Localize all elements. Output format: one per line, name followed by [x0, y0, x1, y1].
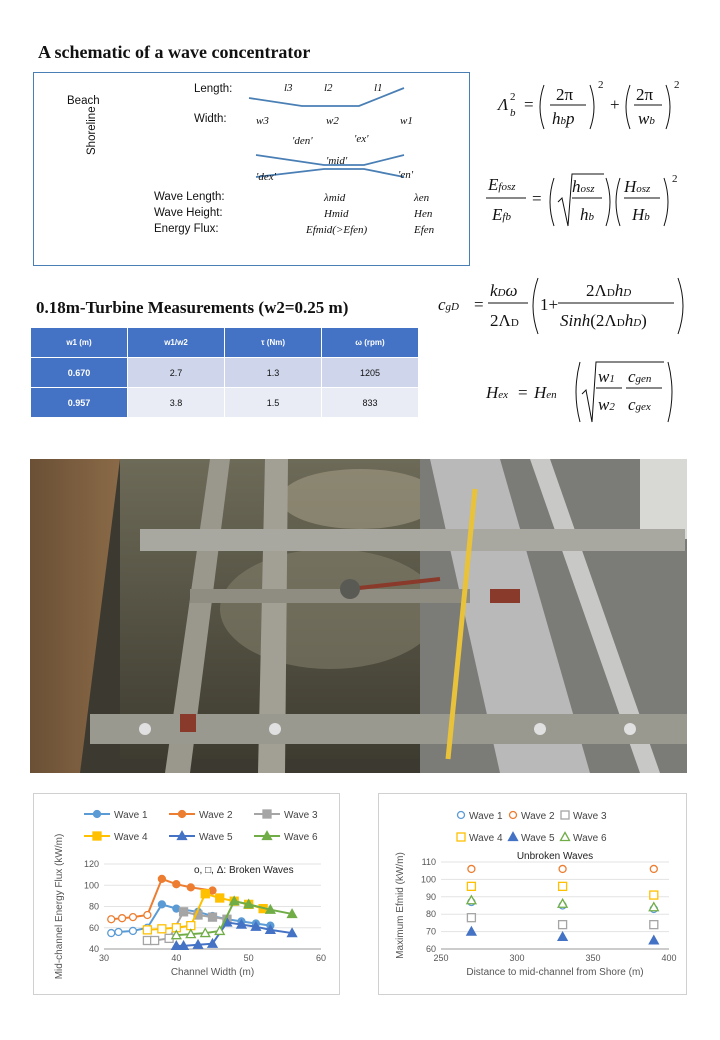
svg-text:2π: 2π: [636, 85, 654, 104]
legend-label: Wave 4: [469, 833, 503, 844]
svg-text:=: =: [532, 189, 542, 208]
data-point: [108, 930, 115, 937]
data-point: [559, 865, 566, 872]
turbine-title: 0.18m-Turbine Measurements (w2=0.25 m): [36, 298, 349, 317]
svg-text:2: 2: [674, 79, 680, 91]
energy-flux-mid: Efmid(>Efen): [306, 224, 368, 236]
svg-text:wb: wb: [638, 109, 655, 128]
chart-energy-flux: [33, 793, 340, 995]
legend-label: Wave 1: [114, 810, 148, 821]
data-point: [187, 884, 194, 891]
x-tick-label: 50: [243, 953, 254, 963]
svg-text:w1: w1: [598, 367, 615, 386]
header-w1: w1 (m): [31, 328, 128, 358]
data-point: [467, 927, 476, 935]
table-header-row: [31, 328, 419, 358]
svg-text:1+: 1+: [540, 295, 559, 314]
data-point: [151, 937, 159, 945]
width-w2: w2: [326, 115, 339, 127]
length-l1: l1: [374, 82, 383, 94]
data-point: [468, 865, 475, 872]
legend-marker: [509, 833, 518, 841]
y-tick-label: 40: [88, 944, 99, 954]
y-tick-label: 90: [425, 891, 436, 902]
cell: 2.7: [128, 358, 225, 388]
section-dex: 'dex': [256, 171, 276, 183]
cell: 0.957: [31, 388, 128, 418]
svg-text:2: 2: [510, 91, 516, 103]
svg-text:Efosz: Efosz: [488, 175, 516, 194]
wave-height-en: Hen: [414, 208, 433, 220]
data-point: [650, 921, 658, 929]
width-label: Width:: [194, 113, 227, 125]
y-axis-label: Maximum Efmid (kW/m): [395, 852, 406, 959]
data-point: [173, 881, 180, 888]
data-point: [558, 932, 567, 940]
data-point: [216, 894, 224, 902]
data-point: [158, 875, 165, 882]
data-point: [467, 882, 475, 890]
data-point: [559, 921, 567, 929]
x-axis-label: Distance to mid-channel from Shore (m): [466, 967, 644, 978]
svg-text:w2: w2: [598, 395, 615, 414]
svg-text:2ΛDhD: 2ΛDhD: [586, 281, 632, 300]
svg-text:2: 2: [598, 79, 604, 91]
legend-label: Wave 6: [284, 832, 318, 843]
page-title: A schematic of a wave concentrator: [38, 42, 311, 62]
chart-max-efmid: [378, 793, 687, 995]
x-axis-label: Channel Width (m): [170, 967, 255, 978]
svg-text:2ΛD: 2ΛD: [490, 311, 519, 330]
legend-marker: [93, 832, 101, 840]
data-point: [129, 927, 136, 934]
y-tick-label: 60: [425, 944, 436, 954]
legend-marker: [457, 833, 465, 841]
svg-text:Sinh(2ΛDhD): Sinh(2ΛDhD): [560, 311, 647, 330]
table-row: [31, 358, 419, 388]
x-tick-label: 60: [315, 953, 327, 963]
shoreline-label: Shoreline: [86, 106, 98, 155]
svg-text:hb: hb: [580, 205, 594, 224]
section-mid: 'mid': [326, 155, 348, 167]
chart1-svg: [34, 794, 339, 994]
data-point: [201, 890, 209, 898]
width-w1: w1: [400, 115, 413, 127]
cell: 0.670: [31, 358, 128, 388]
x-tick-label: 250: [433, 953, 449, 963]
legend-label: Wave 5: [199, 832, 233, 843]
header-speed: ω (rpm): [322, 328, 419, 358]
legend-marker: [458, 812, 465, 819]
legend-marker: [561, 811, 569, 819]
x-tick-label: 400: [661, 953, 677, 963]
wave-height-label: Wave Height:: [154, 207, 223, 219]
svg-text:2π: 2π: [556, 85, 574, 104]
wave-length-mid: λmid: [324, 192, 346, 204]
schematic-box: [33, 72, 470, 266]
section-en: 'en': [398, 169, 414, 181]
chart-title: Unbroken Waves: [516, 851, 594, 862]
y-tick-label: 110: [421, 857, 436, 867]
y-axis-label: Mid-channel Energy Flux (kW/m): [54, 833, 65, 980]
svg-text:Hen: Hen: [534, 383, 557, 402]
svg-text:hosz: hosz: [572, 177, 595, 196]
svg-text:=: =: [524, 95, 534, 114]
y-tick-label: 100: [83, 880, 99, 891]
data-point: [650, 891, 658, 899]
svg-text:cgen: cgen: [628, 367, 652, 386]
legend-marker: [179, 811, 186, 818]
svg-text:=: =: [518, 383, 528, 402]
legend-label: Wave 2: [521, 811, 555, 822]
svg-text:Hosz: Hosz: [624, 177, 651, 196]
equations: [438, 70, 718, 450]
svg-text:Λ: Λ: [498, 95, 509, 114]
legend-label: Wave 1: [469, 811, 503, 822]
svg-text:b: b: [510, 107, 516, 119]
data-point: [144, 912, 151, 919]
y-tick-label: 80: [425, 909, 436, 920]
data-point: [108, 916, 115, 923]
legend-marker: [510, 812, 517, 819]
x-tick-label: 30: [98, 953, 110, 963]
legend-label: Wave 3: [573, 811, 607, 822]
svg-text:Hex: Hex: [486, 383, 509, 402]
table-row: [31, 388, 419, 418]
wave-length-label: Wave Length:: [154, 191, 225, 203]
data-point: [158, 901, 165, 908]
data-point: [129, 914, 136, 921]
y-tick-label: 100: [420, 874, 436, 885]
wave-tank-photo: [30, 459, 687, 773]
y-tick-label: 80: [88, 901, 99, 912]
data-point: [209, 887, 216, 894]
data-point: [180, 908, 188, 916]
svg-text:cgex: cgex: [628, 395, 651, 414]
svg-text:kDω: kDω: [490, 281, 518, 300]
length-label: Length:: [194, 83, 233, 95]
chart-annotation: o, □, Δ: Broken Waves: [194, 865, 294, 876]
x-tick-label: 40: [171, 953, 182, 963]
y-tick-label: 120: [83, 859, 99, 869]
wave-length-en: λen: [414, 192, 430, 204]
wave-height-mid: Hmid: [324, 208, 349, 220]
header-ratio: w1/w2: [128, 328, 225, 358]
cell: 1205: [322, 358, 419, 388]
data-point: [559, 882, 567, 890]
turbine-table: [30, 327, 419, 418]
legend-marker: [561, 833, 570, 841]
legend-marker: [263, 810, 271, 818]
beach-label: Beach: [67, 95, 100, 107]
data-point: [119, 915, 126, 922]
data-point: [115, 929, 122, 936]
cell: 1.3: [225, 358, 322, 388]
svg-text:2: 2: [672, 173, 678, 185]
legend-label: Wave 3: [284, 810, 318, 821]
header-torque: τ (Nm): [225, 328, 322, 358]
svg-text:cgD: cgD: [438, 295, 459, 314]
width-w3: w3: [256, 115, 269, 127]
energy-flux-label: Energy Flux:: [154, 223, 219, 235]
svg-text:Hb: Hb: [632, 205, 650, 224]
data-point: [143, 926, 151, 934]
data-point: [173, 905, 180, 912]
y-tick-label: 60: [88, 922, 99, 933]
data-point: [467, 914, 475, 922]
section-den: 'den': [292, 135, 313, 147]
data-point: [209, 913, 217, 921]
x-tick-label: 300: [509, 953, 525, 963]
x-tick-label: 350: [585, 953, 601, 963]
svg-text:+: +: [610, 95, 620, 114]
cell: 833: [322, 388, 419, 418]
legend-label: Wave 6: [573, 833, 607, 844]
svg-text:hbp: hbp: [552, 109, 575, 128]
length-l3: l3: [284, 82, 293, 94]
legend-label: Wave 5: [521, 833, 555, 844]
legend-label: Wave 2: [199, 810, 233, 821]
data-point: [649, 936, 658, 944]
chart2-svg: [379, 794, 686, 994]
data-point: [158, 925, 166, 933]
data-point: [650, 865, 657, 872]
svg-text:Efb: Efb: [492, 205, 511, 224]
cell: 3.8: [128, 388, 225, 418]
legend-label: Wave 4: [114, 832, 148, 843]
svg-text:=: =: [474, 295, 484, 314]
legend-marker: [94, 811, 101, 818]
cell: 1.5: [225, 388, 322, 418]
energy-flux-en: Efen: [414, 224, 435, 236]
section-ex: 'ex': [354, 133, 369, 145]
y-tick-label: 70: [425, 926, 436, 937]
length-l2: l2: [324, 82, 333, 94]
